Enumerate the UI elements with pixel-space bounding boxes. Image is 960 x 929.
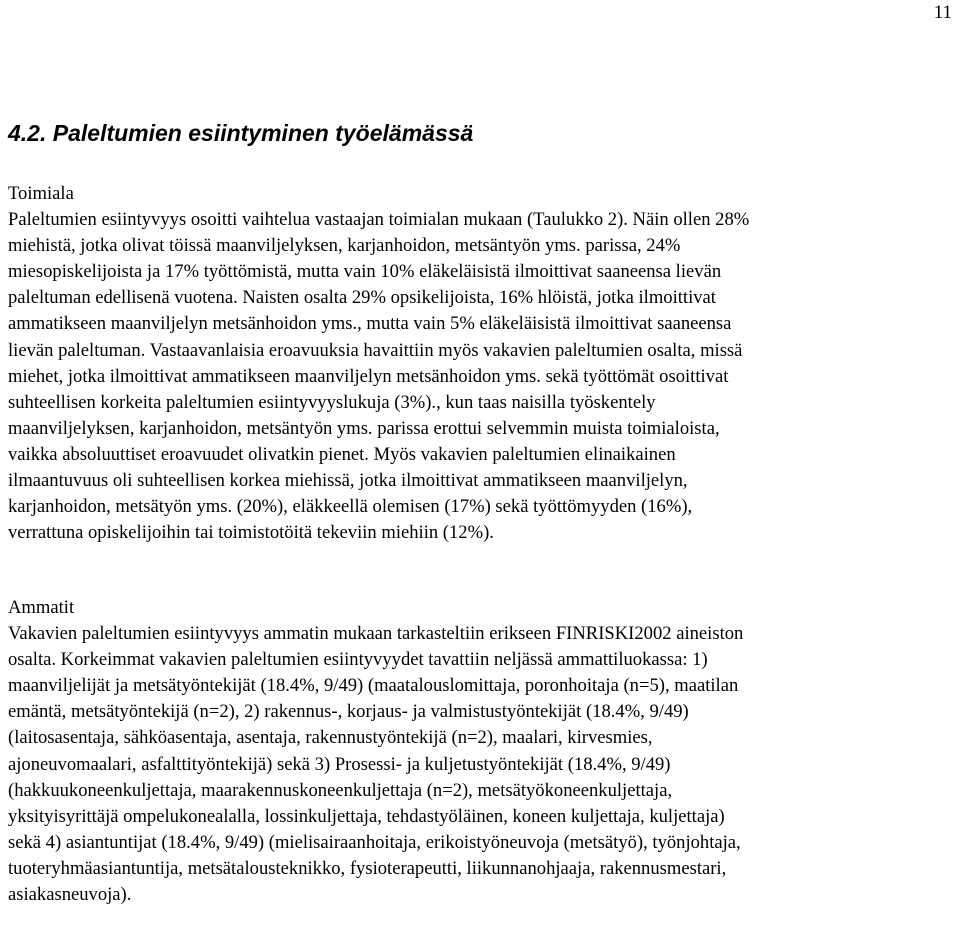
paragraph-line: verrattuna opiskelijoihin tai toimistotöitä tekeviin miehiin (12%).: [8, 522, 494, 544]
paragraph-line: paleltuman edellisenä vuotena. Naisten osalta 29% opsikelijoista, 16% hlöistä, jotka ilmoittivat: [8, 287, 716, 309]
paragraph-line: miehet, jotka ilmoittivat ammatikseen maanviljelyn metsänhoidon yms. sekä työttömät osoittivat: [8, 365, 729, 387]
paragraph-line: emäntä, metsätyöntekijä (n=2), 2) rakennus-, korjaus- ja valmistustyöntekijät (18.4%, 9/49): [8, 701, 689, 723]
section-toimiala: [8, 181, 960, 546]
paragraph-line: ajoneuvomaalari, asfalttityöntekijä) sekä 3) Prosessi- ja kuljetustyöntekijät (18.4%, 9/49): [8, 753, 671, 775]
paragraph-line: ilmaantuvuus oli suhteellisen korkea miehissä, jotka ilmoittivat ammatikseen maanviljelyn,: [8, 470, 688, 492]
paragraph-line: maanviljelijät ja metsätyöntekijät (18.4%, 9/49) (maatalouslomittaja, poronhoitaja (n=5), maatilan: [8, 675, 739, 697]
subheading-toimiala: Toimiala: [8, 183, 74, 204]
paragraph-line: ammatikseen maanviljelyn metsänhoidon yms., mutta vain 5% eläkeläisistä ilmoittivat saaneensa: [8, 313, 732, 335]
paragraph-line: (hakkuukoneenkuljettaja, maarakennuskoneenkuljettaja (n=2), metsätyökoneenkuljettaja,: [8, 779, 673, 801]
paragraph-line: miehistä, jotka olivat töissä maanviljelyksen, karjanhoidon, metsäntyön yms. parissa, 24%: [8, 235, 681, 257]
paragraph-line: asiakasneuvoja).: [8, 884, 132, 906]
paragraph-line: (laitosasentaja, sähköasentaja, asentaja, rakennustyöntekijä (n=2), maalari, kirvesmies,: [8, 727, 653, 749]
paragraph-line: osalta. Korkeimmat vakavien paleltumien esiintyvyydet tavattiin neljässä ammattiluokassa: 1): [8, 649, 708, 671]
page-number: 11: [933, 2, 952, 23]
paragraph-line: maanviljelyksen, karjanhoidon, metsäntyön yms. parissa erottui selvemmin muista toimialoista,: [8, 417, 720, 439]
paragraph-line: sekä 4) asiantuntijat (18.4%, 9/49) (mielisairaanhoitaja, erikoistyöneuvoja (metsätyö), työnjohtaja,: [8, 831, 741, 853]
paragraph-line: miesopiskelijoista ja 17% työttömistä, mutta vain 10% eläkeläisistä ilmoittivat saaneensa lievän: [8, 261, 722, 283]
paragraph-line: karjanhoidon, metsätyön yms. (20%), eläkkeellä olemisen (17%) sekä työttömyyden (16%),: [8, 496, 693, 518]
paragraph-line: Vakavien paleltumien esiintyvyys ammatin mukaan tarkasteltiin erikseen FINRISKI2002 aineiston: [8, 623, 744, 645]
paragraph-line: Paleltumien esiintyvyys osoitti vaihtelua vastaajan toimialan mukaan (Taulukko 2). Näin ollen 28%: [8, 209, 750, 231]
section-heading: 4.2. Paleltumien esiintyminen työelämässä: [8, 120, 474, 146]
subheading-ammatit: Ammatit: [8, 597, 75, 618]
paragraph-line: suhteellisen korkeita paleltumien esiintyvyyslukuja (3%)., kun taas naisilla työskentely: [8, 391, 656, 413]
paragraph-line: yksityisyrittäjä ompelukonealalla, lossinkuljettaja, tehdastyöläinen, koneen kuljettaja, kuljettaja): [8, 805, 725, 827]
paragraph-line: lievän paleltuman. Vastaavanlaisia eroavuuksia havaittiin myös vakavien paleltumien osalta, missä: [8, 339, 743, 361]
paragraph-line: vaikka absoluuttiset eroavuudet olivatkin pienet. Myös vakavien paleltumien elinaikainen: [8, 443, 676, 465]
section-ammatit: [8, 595, 960, 908]
paragraph-line: tuoteryhmäasiantuntija, metsätalousteknikko, fysioterapeutti, liikunnanohjaaja, rakennusmestari,: [8, 857, 727, 879]
